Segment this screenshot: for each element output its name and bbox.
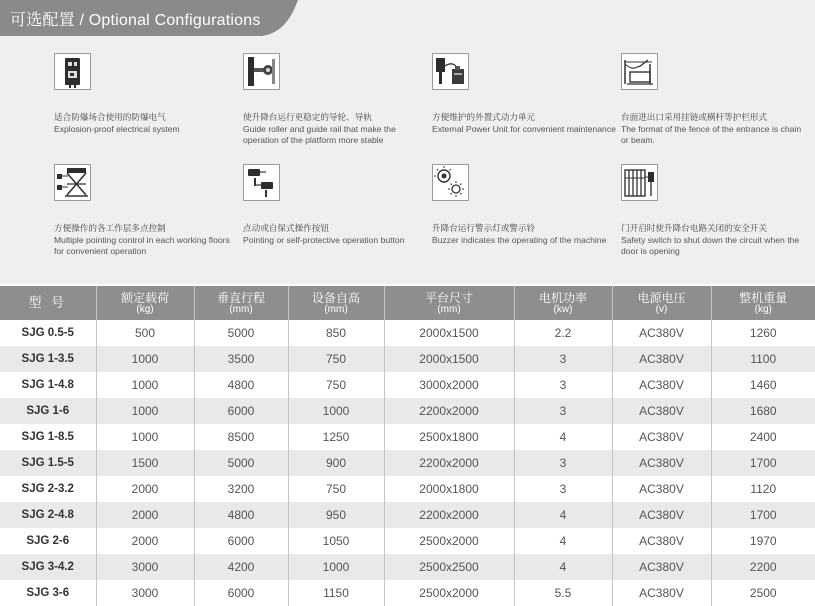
option-cn-label: 使升降台运行更稳定的导轮、导轨 [243, 112, 372, 122]
table-row [0, 424, 815, 450]
cell-model: SJG 1-3.5 [0, 346, 96, 372]
cell-model: SJG 0.5-5 [0, 320, 96, 346]
cell-vertical-travel: 3500 [194, 346, 288, 372]
table-row [0, 476, 815, 502]
cell-motor-power: 3 [514, 398, 612, 424]
header-label: 垂直行程 [216, 290, 265, 305]
cell-motor-power: 4 [514, 528, 612, 554]
cell-model: SJG 2-4.8 [0, 502, 96, 528]
cell-model: SJG 2-3.2 [0, 476, 96, 502]
cell-total-weight: 1700 [711, 450, 815, 476]
cell-total-weight: 1260 [711, 320, 815, 346]
cell-rated-load: 2000 [96, 528, 194, 554]
cell-voltage: AC380V [612, 320, 711, 346]
header-label: 设备自高 [311, 290, 360, 305]
option-en-label: Safety switch to shut down the circuit when the door is opening [621, 235, 800, 256]
cell-voltage: AC380V [612, 398, 711, 424]
push-button-icon [243, 164, 280, 201]
guide-roller-icon [243, 53, 280, 90]
cell-platform-size: 2000x1800 [384, 476, 514, 502]
table-header-row [0, 286, 815, 320]
cell-vertical-travel: 4800 [194, 502, 288, 528]
header-voltage [612, 286, 711, 320]
cell-voltage: AC380V [612, 554, 711, 580]
option-cn-label: 方便操作的各工作层多点控制 [54, 223, 166, 233]
cell-rated-load: 1000 [96, 346, 194, 372]
option-cn-label: 点动或自保式操作按钮 [243, 223, 329, 233]
cell-model: SJG 1-6 [0, 398, 96, 424]
cell-model: SJG 3-6 [0, 580, 96, 606]
option-en-label: External Power Unit for convenient maintenance [432, 124, 616, 134]
cell-self-height: 1000 [288, 398, 384, 424]
cell-vertical-travel: 4200 [194, 554, 288, 580]
cell-voltage: AC380V [612, 372, 711, 398]
header-label: 额定载荷 [120, 290, 169, 305]
header-unit: (kw) [553, 303, 573, 315]
cell-voltage: AC380V [612, 580, 711, 606]
cell-self-height: 750 [288, 372, 384, 398]
power-unit-icon [432, 53, 469, 90]
cell-voltage: AC380V [612, 476, 711, 502]
cell-self-height: 900 [288, 450, 384, 476]
cell-vertical-travel: 6000 [194, 398, 288, 424]
cell-self-height: 1150 [288, 580, 384, 606]
cell-motor-power: 3 [514, 372, 612, 398]
cell-motor-power: 2.2 [514, 320, 612, 346]
cell-rated-load: 2000 [96, 502, 194, 528]
cell-self-height: 750 [288, 476, 384, 502]
table-row [0, 398, 815, 424]
header-unit: (kg) [136, 303, 154, 315]
header-label: 平台尺寸 [424, 290, 473, 305]
header-platform-size [384, 286, 514, 320]
cell-motor-power: 3 [514, 346, 612, 372]
header-unit: (mm) [324, 303, 348, 315]
cell-total-weight: 2500 [711, 580, 815, 606]
cell-total-weight: 1120 [711, 476, 815, 502]
cell-total-weight: 2400 [711, 424, 815, 450]
cell-voltage: AC380V [612, 424, 711, 450]
cell-self-height: 750 [288, 346, 384, 372]
cell-model: SJG 1-8.5 [0, 424, 96, 450]
cell-vertical-travel: 3200 [194, 476, 288, 502]
cell-self-height: 950 [288, 502, 384, 528]
table-row [0, 372, 815, 398]
header-vertical-travel [194, 286, 288, 320]
header-model [0, 286, 96, 320]
table-row [0, 502, 815, 528]
option-en-label: Guide roller and guide rail that make the operation of the platform more stable [243, 124, 396, 145]
cell-platform-size: 2500x1800 [384, 424, 514, 450]
header-label: 型 号 [28, 295, 68, 310]
cell-model: SJG 3-4.2 [0, 554, 96, 580]
cell-voltage: AC380V [612, 346, 711, 372]
cell-platform-size: 2500x2000 [384, 528, 514, 554]
table-row [0, 320, 815, 346]
cell-self-height: 1250 [288, 424, 384, 450]
cell-rated-load: 1500 [96, 450, 194, 476]
cell-rated-load: 1000 [96, 398, 194, 424]
header-rated-load [96, 286, 194, 320]
cell-platform-size: 2500x2500 [384, 554, 514, 580]
cell-total-weight: 1100 [711, 346, 815, 372]
cell-rated-load: 1000 [96, 424, 194, 450]
section-title-tab [0, 0, 300, 36]
cell-voltage: AC380V [612, 450, 711, 476]
header-label: 整机重量 [739, 290, 788, 305]
cell-platform-size: 3000x2000 [384, 372, 514, 398]
header-unit: (mm) [229, 303, 253, 315]
table-row [0, 580, 815, 606]
option-cn-label: 台面进出口采用挂链或横杆等护栏形式 [621, 112, 768, 122]
cell-total-weight: 2200 [711, 554, 815, 580]
header-unit: (kg) [754, 303, 772, 315]
cell-platform-size: 2000x1500 [384, 320, 514, 346]
cell-rated-load: 2000 [96, 476, 194, 502]
cell-platform-size: 2200x2000 [384, 502, 514, 528]
cell-platform-size: 2000x1500 [384, 346, 514, 372]
cell-vertical-travel: 5000 [194, 450, 288, 476]
header-self-height [288, 286, 384, 320]
option-en-label: The format of the fence of the entrance is chain or beam. [621, 124, 802, 145]
cell-vertical-travel: 5000 [194, 320, 288, 346]
cell-voltage: AC380V [612, 528, 711, 554]
option-en-label: Buzzer indicates the operating of the machine [432, 235, 607, 245]
cell-rated-load: 3000 [96, 554, 194, 580]
cell-self-height: 1050 [288, 528, 384, 554]
cell-vertical-travel: 4800 [194, 372, 288, 398]
cell-motor-power: 3 [514, 476, 612, 502]
cell-vertical-travel: 8500 [194, 424, 288, 450]
header-label: 电机功率 [538, 290, 587, 305]
header-total-weight [711, 286, 815, 320]
header-unit: (v) [655, 303, 668, 315]
cell-motor-power: 4 [514, 424, 612, 450]
table-row [0, 554, 815, 580]
cell-voltage: AC380V [612, 502, 711, 528]
buzzer-light-icon [432, 164, 469, 201]
cell-model: SJG 2-6 [0, 528, 96, 554]
table-row [0, 346, 815, 372]
cell-total-weight: 1680 [711, 398, 815, 424]
option-cn-label: 门开启时使升降台电路关闭的安全开关 [621, 223, 768, 233]
option-en-label: Explosion-proof electrical system [54, 124, 180, 134]
cell-motor-power: 4 [514, 554, 612, 580]
cell-self-height: 850 [288, 320, 384, 346]
option-en-label: Pointing or self-protective operation button [243, 235, 405, 245]
header-label: 电源电压 [637, 290, 686, 305]
cell-vertical-travel: 6000 [194, 528, 288, 554]
cell-total-weight: 1970 [711, 528, 815, 554]
optional-configurations-panel [0, 0, 815, 284]
cell-rated-load: 3000 [96, 580, 194, 606]
safety-switch-icon [621, 164, 658, 201]
cell-motor-power: 3 [514, 450, 612, 476]
cell-motor-power: 5.5 [514, 580, 612, 606]
option-cn-label: 升降台运行警示灯或警示铃 [432, 223, 536, 233]
cell-rated-load: 1000 [96, 372, 194, 398]
cell-total-weight: 1460 [711, 372, 815, 398]
option-en-label: Multiple pointing control in each working floors for convenient operation [54, 235, 230, 256]
cell-platform-size: 2200x2000 [384, 450, 514, 476]
option-cn-label: 方便维护的外置式动力单元 [432, 112, 536, 122]
cell-platform-size: 2500x2000 [384, 580, 514, 606]
cell-model: SJG 1-4.8 [0, 372, 96, 398]
cell-vertical-travel: 6000 [194, 580, 288, 606]
cell-total-weight: 1700 [711, 502, 815, 528]
option-cn-label: 适合防爆场合使用的防爆电气 [54, 112, 166, 122]
fence-icon [621, 53, 658, 90]
spec-table [0, 286, 815, 606]
section-title: 可选配置 / Optional Configurations [10, 12, 261, 29]
cell-self-height: 1000 [288, 554, 384, 580]
header-motor-power [514, 286, 612, 320]
multi-floor-control-icon [54, 164, 91, 201]
cell-motor-power: 4 [514, 502, 612, 528]
cell-platform-size: 2200x2000 [384, 398, 514, 424]
header-unit: (mm) [437, 303, 461, 315]
cell-model: SJG 1.5-5 [0, 450, 96, 476]
explosion-proof-box-icon [54, 53, 91, 90]
table-row [0, 528, 815, 554]
table-row [0, 450, 815, 476]
cell-rated-load: 500 [96, 320, 194, 346]
